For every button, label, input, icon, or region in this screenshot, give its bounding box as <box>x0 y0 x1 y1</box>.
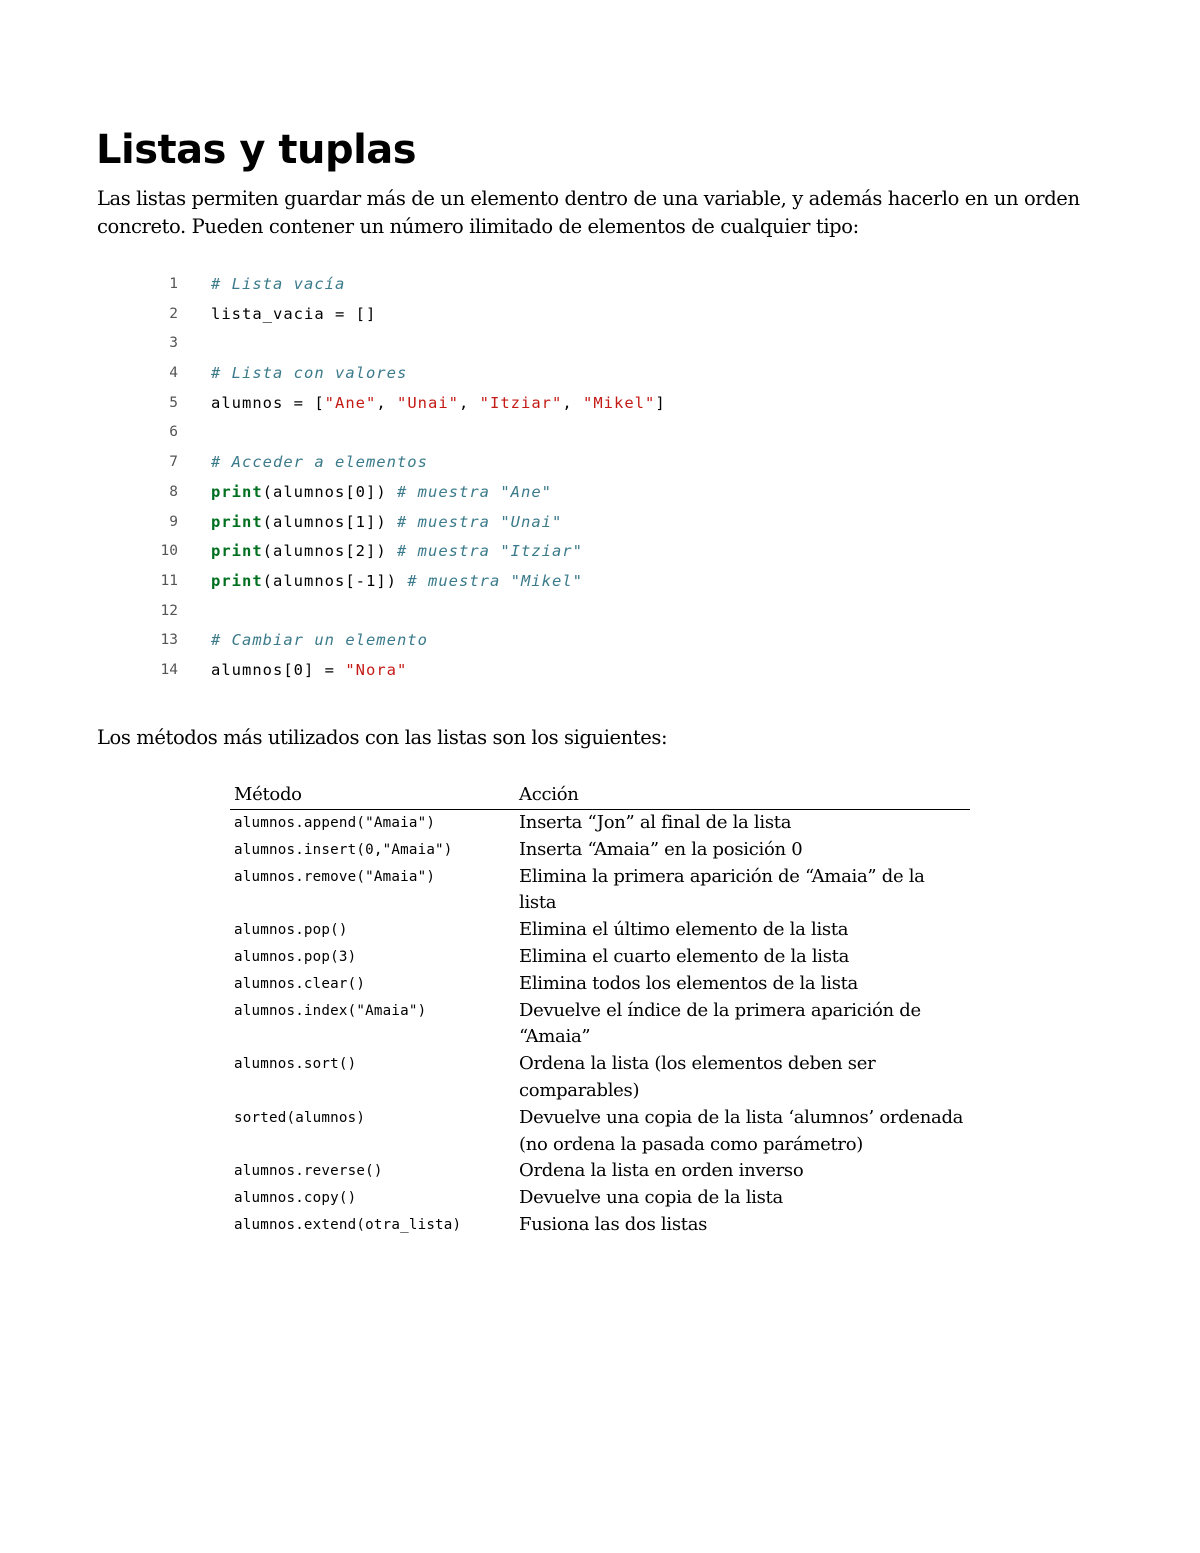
code-token: alumnos[0] = <box>211 660 346 679</box>
code-comment: # muestra "Unai" <box>397 512 563 531</box>
code-string: "Itziar" <box>479 393 563 412</box>
code-text <box>211 270 345 300</box>
code-comment: # muestra "Mikel" <box>407 571 583 590</box>
code-token: alumnos = [ <box>211 393 325 412</box>
action-cell: Elimina todos los elementos de la lista <box>519 972 858 994</box>
code-string: "Mikel" <box>583 393 656 412</box>
code-text <box>211 508 562 538</box>
methods-table-body <box>230 810 970 1239</box>
line-number: 10 <box>160 543 178 560</box>
code-text <box>211 478 552 508</box>
method-cell: alumnos.insert(0,"Amaia") <box>234 841 453 858</box>
methods-table <box>230 780 970 1239</box>
table-row <box>230 944 970 971</box>
line-number: 1 <box>169 276 178 292</box>
code-text <box>211 300 376 330</box>
code-keyword: print <box>211 482 263 501</box>
table-row <box>230 1105 970 1159</box>
code-comment: # Acceder a elementos <box>211 453 428 472</box>
action-cell: Fusiona las dos listas <box>519 1213 708 1235</box>
method-cell: alumnos.copy() <box>234 1190 357 1207</box>
table-row <box>230 864 970 918</box>
code-comment: # Lista con valores <box>211 364 408 383</box>
line-number: 12 <box>160 602 178 619</box>
code-text <box>211 537 583 567</box>
code-string: "Ane" <box>324 393 377 412</box>
code-text <box>211 359 407 389</box>
line-number: 4 <box>169 365 178 382</box>
code-comment: # Lista vacía <box>211 275 346 293</box>
method-cell: alumnos.clear() <box>234 975 366 992</box>
code-token: (alumnos[1]) <box>262 512 397 531</box>
table-row <box>230 1185 970 1212</box>
code-keyword: print <box>211 542 263 561</box>
intro-paragraph: Las listas permiten guardar más de un elemento dentro de una variable, y además hacerlo en un orden concreto. Pueden contener un número ilimitado de elementos de cualquier tipo: <box>97 187 1080 238</box>
code-text <box>211 626 428 656</box>
code-token: (alumnos[2]) <box>262 542 397 561</box>
action-cell: Elimina la primera aparición de “Amaia” de la lista <box>519 865 925 914</box>
method-cell: alumnos.remove("Amaia") <box>234 868 436 885</box>
code-token: , <box>562 393 583 412</box>
method-cell: sorted(alumnos) <box>234 1109 366 1126</box>
table-row <box>230 998 970 1052</box>
code-comment: # muestra "Ane" <box>397 482 552 501</box>
code-comment: # muestra "Itziar" <box>397 542 583 561</box>
code-token: (alumnos[-1]) <box>262 571 408 590</box>
code-string: "Unai" <box>397 393 459 412</box>
code-text <box>211 567 583 597</box>
line-number: 7 <box>169 454 178 471</box>
table-row <box>230 1051 970 1105</box>
code-text <box>211 389 666 419</box>
code-token: (alumnos[0]) <box>262 482 397 501</box>
code-token: , <box>459 393 480 412</box>
page-title: Listas y tuplas <box>96 127 417 173</box>
code-keyword: print <box>211 512 263 531</box>
method-cell: alumnos.reverse() <box>234 1163 383 1180</box>
methods-intro-paragraph: Los métodos más utilizados con las listas son los siguientes: <box>97 726 668 749</box>
method-cell: alumnos.index("Amaia") <box>234 1002 427 1019</box>
table-row <box>230 1212 970 1239</box>
action-cell: Devuelve el índice de la primera aparición de “Amaia” <box>519 999 921 1048</box>
line-number: 14 <box>160 661 178 678</box>
column-header-method: Método <box>230 780 515 810</box>
action-cell: Devuelve una copia de la lista <box>519 1187 783 1209</box>
method-cell: alumnos.sort() <box>234 1056 357 1073</box>
line-number: 8 <box>169 483 178 500</box>
table-row <box>230 917 970 944</box>
method-cell: alumnos.pop(3) <box>234 948 357 965</box>
table-row <box>230 837 970 864</box>
action-cell: Ordena la lista en orden inverso <box>519 1160 804 1182</box>
line-number: 9 <box>169 513 178 530</box>
line-number: 11 <box>160 572 178 589</box>
method-cell: alumnos.extend(otra_lista) <box>234 1216 462 1233</box>
action-cell: Inserta “Amaia” en la posición 0 <box>519 838 803 860</box>
code-comment: # Cambiar un elemento <box>211 631 428 650</box>
method-cell: alumnos.pop() <box>234 922 348 939</box>
code-string: "Nora" <box>345 660 408 679</box>
code-token: lista_vacia = [] <box>211 304 377 323</box>
action-cell: Elimina el último elemento de la lista <box>519 919 849 941</box>
table-header-row <box>230 780 970 810</box>
column-header-action: Acción <box>515 780 970 810</box>
code-text <box>211 448 428 478</box>
line-number: 6 <box>169 424 178 441</box>
action-cell: Inserta “Jon” al final de la lista <box>519 812 792 833</box>
line-number: 5 <box>169 394 178 411</box>
line-number: 2 <box>169 305 178 322</box>
table-row <box>230 810 970 837</box>
method-cell: alumnos.append("Amaia") <box>234 815 436 831</box>
table-row <box>230 971 970 998</box>
code-token: ] <box>655 393 666 412</box>
line-number: 3 <box>169 335 178 352</box>
line-number: 13 <box>160 632 178 649</box>
action-cell: Ordena la lista (los elementos deben ser comparables) <box>519 1053 876 1101</box>
action-cell: Devuelve una copia de la lista ‘alumnos’ ordenada (no ordena la pasada como parámetro) <box>519 1106 964 1155</box>
code-token: , <box>376 393 397 412</box>
action-cell: Elimina el cuarto elemento de la lista <box>519 945 850 967</box>
table-row <box>230 1158 970 1185</box>
code-keyword: print <box>211 571 263 590</box>
code-text <box>211 656 407 686</box>
